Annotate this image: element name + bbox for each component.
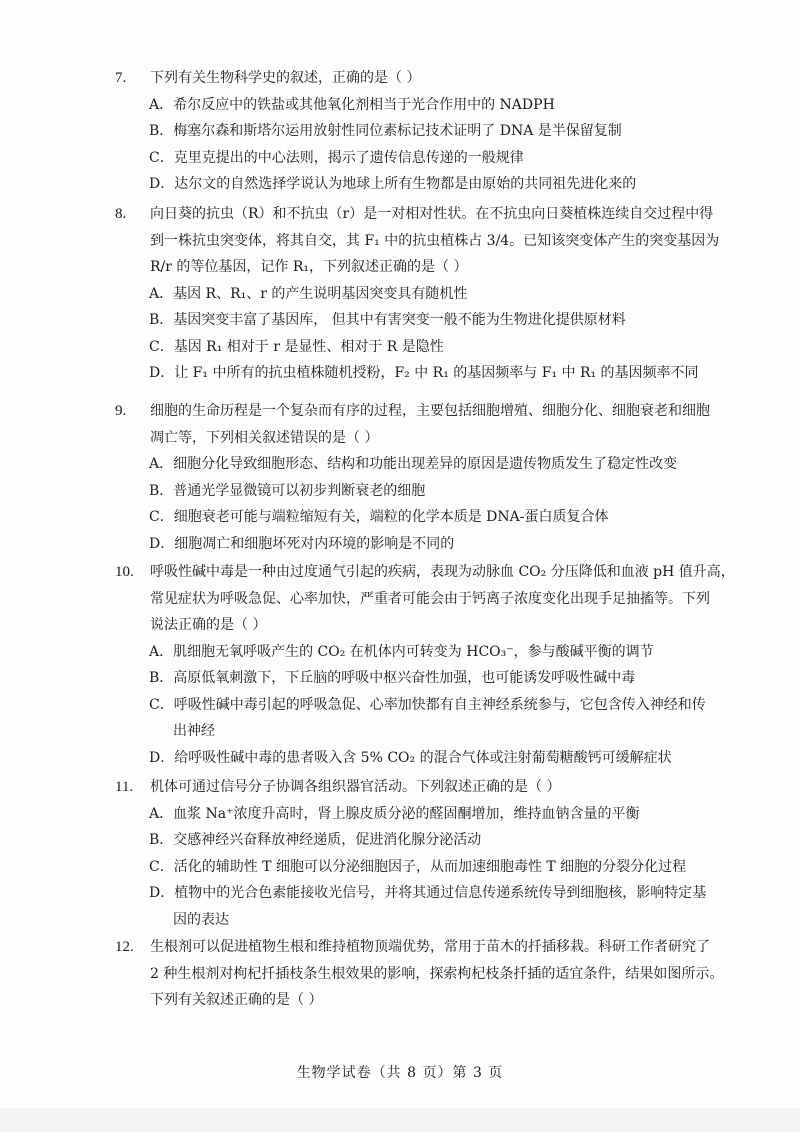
question-10 <box>115 559 775 771</box>
question-stem-text: R/r 的等位基因，记作 R₁，下列叙述正确的是（ ） <box>150 259 468 275</box>
question-number: 11. <box>115 779 134 795</box>
option-d: D．让 F₁ 中所有的抗虫植株随机授粉，F₂ 中 R₁ 的基因频率与 F₁ 中 R₁ 的基因频率不同 <box>149 365 699 381</box>
page-edge <box>0 1108 800 1132</box>
option-a: A．血浆 Na⁺浓度升高时，肾上腺皮质分泌的醛固酮增加，维持血钠含量的平衡 <box>149 805 640 822</box>
question-stem-text: 生根剂可以促进植物生根和维持植物顶端优势，常用于苗木的扦插移栽。科研工作者研究了 <box>150 939 710 955</box>
option-b: B．基因突变丰富了基因库， 但其中有害突变一般不能为生物进化提供原材料 <box>149 312 626 328</box>
question-stem-line <box>115 774 775 801</box>
question-stem-line <box>115 254 775 281</box>
question-number: 7. <box>115 70 127 86</box>
question-stem-line <box>115 425 775 452</box>
question-stem-text: 2 种生根剂对枸杞扦插枝条生根效果的影响，探索枸杞枝条扦插的适宜条件，结果如图所示。 <box>150 965 724 982</box>
question-stem-text: 常见症状为呼吸急促、心率加快，严重者可能会由于钙离子浓度变化出现手足抽搐等。下列 <box>150 590 710 607</box>
question-stem-line <box>115 987 775 1014</box>
option-c-continued: 出神经 <box>173 723 215 739</box>
option-c: C．活化的辅助性 T 细胞可以分泌细胞因子，从而加速细胞毒性 T 细胞的分裂分化过程 <box>149 858 687 875</box>
question-stem-text: 向日葵的抗虫（R）和不抗虫（r）是一对相对性状。在不抗虫向日葵植株连续自交过程中得 <box>150 206 714 222</box>
question-stem-line <box>115 65 775 92</box>
question-stem-line <box>115 398 775 425</box>
option-b: B．普通光学显微镜可以初步判断衰老的细胞 <box>149 482 426 499</box>
question-stem-text: 凋亡等，下列相关叙述错误的是（ ） <box>150 429 379 446</box>
question-number: 9. <box>115 403 127 419</box>
question-number: 12. <box>115 939 134 955</box>
option-a: A．希尔反应中的铁盐或其他氧化剂相当于光合作用中的 NADPH <box>149 96 555 113</box>
question-stem-text: 机体可通过信号分子协调各组织器官活动。下列叙述正确的是（ ） <box>150 779 561 795</box>
option-c: C．基因 R₁ 相对于 r 是显性、相对于 R 是隐性 <box>149 338 444 355</box>
question-stem-line <box>115 934 775 961</box>
option-b: B．高原低氧刺激下，下丘脑的呼吸中枢兴奋性加强，也可能诱发呼吸性碱中毒 <box>149 670 636 686</box>
option-d: D．细胞凋亡和细胞坏死对内环境的影响是不同的 <box>149 535 455 552</box>
question-stem-line <box>115 961 775 988</box>
page-footer: 生物学试卷（共 8 页）第 3 页 <box>296 1065 504 1081</box>
question-11 <box>115 774 775 933</box>
option-a: A．基因 R、R₁、r 的产生说明基因突变具有随机性 <box>149 285 468 302</box>
question-7 <box>115 65 775 198</box>
option-d: D．给呼吸性碱中毒的患者吸入含 5% CO₂ 的混合气体或注射葡萄糖酸钙可缓解症状 <box>149 749 672 766</box>
option-d-continued: 因的表达 <box>173 911 229 928</box>
option-d: D．植物中的光合色素能接收光信号，并将其通过信息传递系统传导到细胞核，影响特定基 <box>149 885 707 901</box>
option-c: C．呼吸性碱中毒引起的呼吸急促、心率加快都有自主神经系统参与，它包含传入神经和传 <box>149 696 706 713</box>
option-c: C．细胞衰老可能与端粒缩短有关，端粒的化学本质是 DNA-蛋白质复合体 <box>149 509 609 525</box>
option-b: B．交感神经兴奋释放神经递质，促进消化腺分泌活动 <box>149 832 482 848</box>
question-9 <box>115 398 775 557</box>
question-stem-text: 呼吸性碱中毒是一种由过度通气引起的疾病，表现为动脉血 CO₂ 分压降低和血液 pH 值升高， <box>150 564 735 580</box>
option-b: B．梅塞尔森和斯塔尔运用放射性同位素标记技术证明了 DNA 是半保留复制 <box>149 123 622 139</box>
option-a: A．肌细胞无氧呼吸产生的 CO₂ 在机体内可转变为 HCO₃⁻，参与酸碱平衡的调节 <box>149 643 654 660</box>
question-stem-text: 到一株抗虫突变体，将其自交，其 F₁ 中的抗虫植株占 3/4。已知该突变体产生的突变基因为 <box>150 232 720 249</box>
question-stem-line <box>115 559 775 586</box>
option-a: A．细胞分化导致细胞形态、结构和功能出现差异的原因是遗传物质发生了稳定性改变 <box>149 456 678 472</box>
question-number: 8. <box>115 206 127 222</box>
question-stem-line <box>115 201 775 228</box>
option-d: D．达尔文的自然选择学说认为地球上所有生物都是由原始的共同祖先进化来的 <box>149 176 637 192</box>
question-number: 10. <box>115 564 134 580</box>
question-8 <box>115 201 775 387</box>
question-stem-text: 说法正确的是（ ） <box>150 617 267 633</box>
question-stem-line <box>115 586 775 613</box>
question-stem-line <box>115 612 775 639</box>
option-c: C．克里克提出的中心法则，揭示了遗传信息传递的一般规律 <box>149 149 524 166</box>
question-stem-line <box>115 228 775 255</box>
question-stem-text: 细胞的生命历程是一个复杂而有序的过程，主要包括细胞增殖、细胞分化、细胞衰老和细胞 <box>150 403 710 419</box>
question-stem-text: 下列有关叙述正确的是（ ） <box>150 992 323 1008</box>
question-stem-text: 下列有关生物科学史的叙述，正确的是（ ） <box>150 70 421 86</box>
question-12 <box>115 934 775 1014</box>
